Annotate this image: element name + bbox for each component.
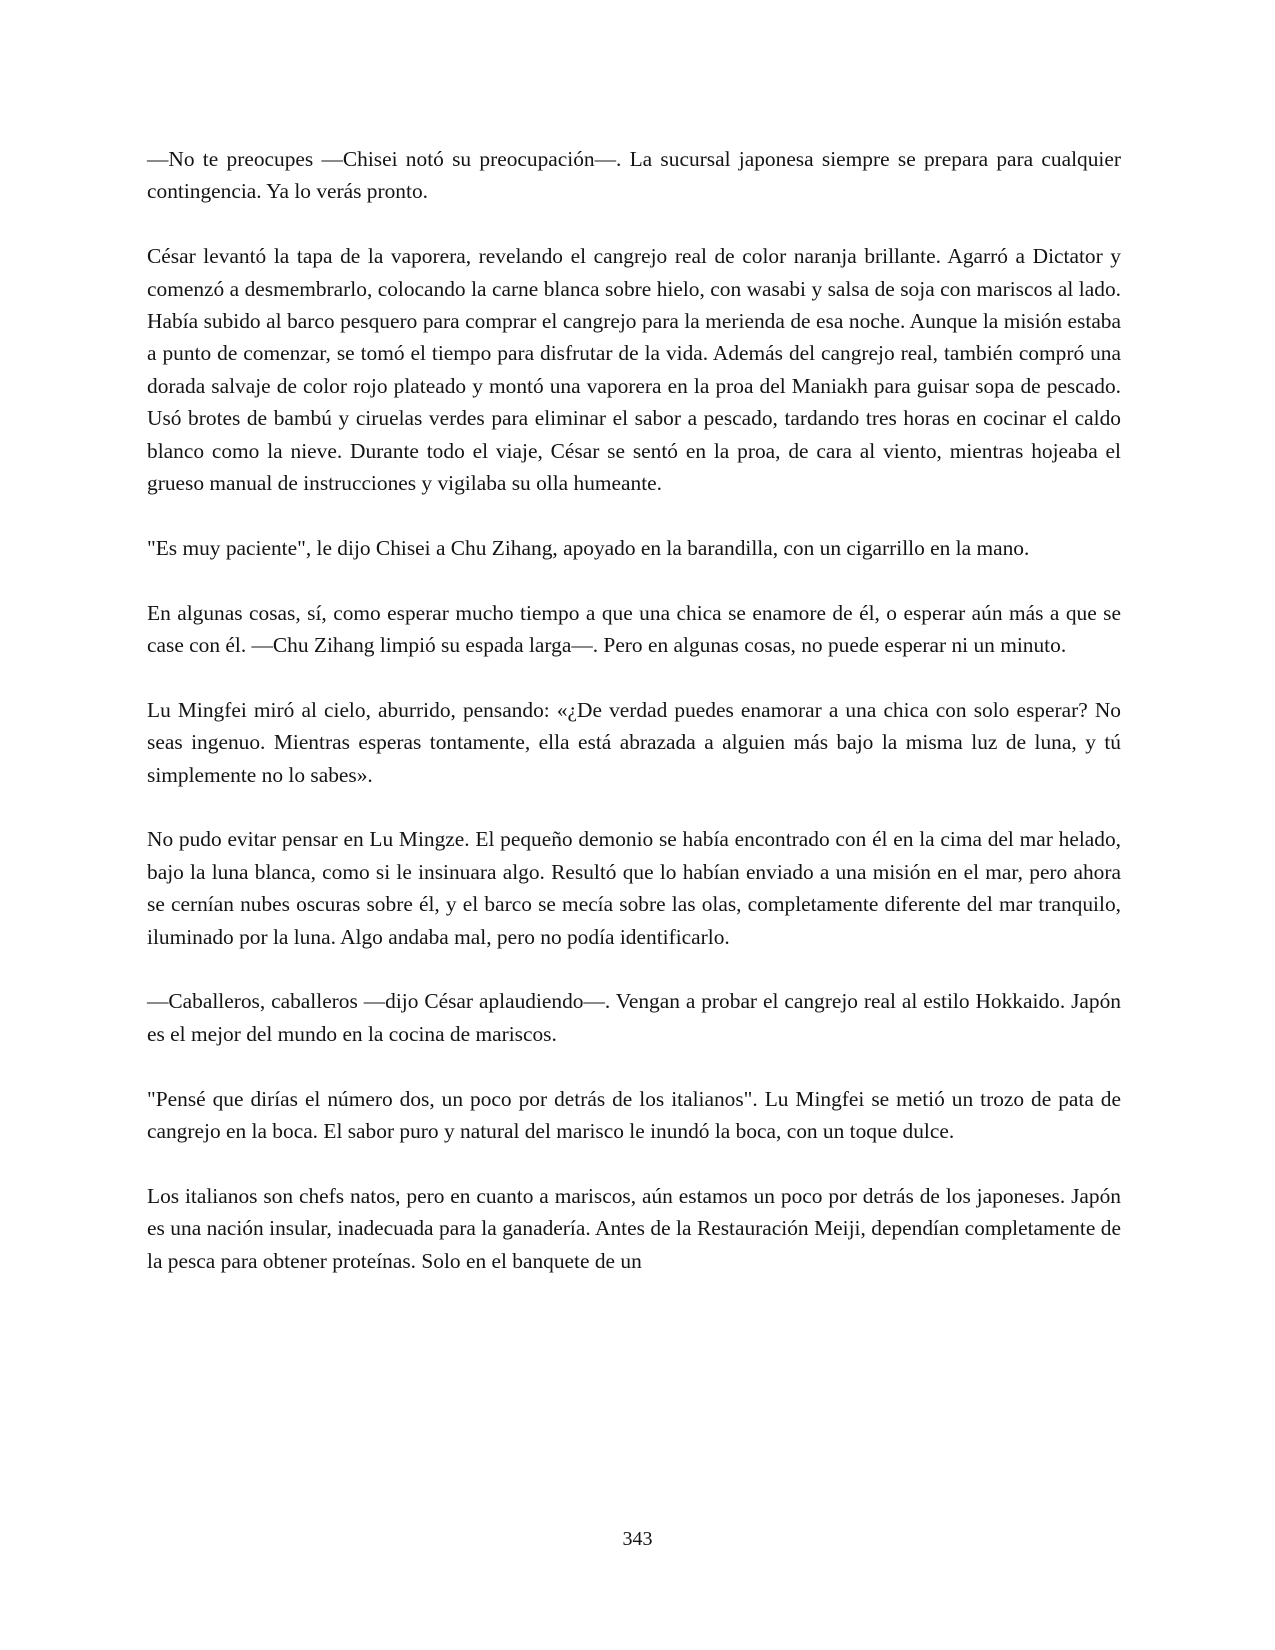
paragraph: En algunas cosas, sí, como esperar mucho tiempo a que una chica se enamore de él, o esperar aún más a que se case con él. —Chu Zihang limpió su espada larga—. Pero en algunas cosas, no puede esperar ni un minuto. [147,600,1121,658]
paragraph: Los italianos son chefs natos, pero en cuanto a mariscos, aún estamos un poco por detrás de los japoneses. Japón es una nación insular, inadecuada para la ganadería. Antes de la Restauración Meiji, dependían completamente de la pesca para obtener proteínas. Solo en el banquete de un [147,1183,1121,1273]
paragraph: —No te preocupes —Chisei notó su preocupación—. La sucursal japonesa siempre se prepara para cualquier contingencia. Ya lo verás pronto. [147,147,1121,204]
paragraph: "Pensé que dirías el número dos, un poco por detrás de los italianos". Lu Mingfei se metió un trozo de pata de cangrejo en la boca. El sabor puro y natural del marisco le inundó la boca, con un toque dulce. [147,1086,1121,1144]
page-body [147,143,1121,1277]
paragraph: —Caballeros, caballeros —dijo César aplaudiendo—. Vengan a probar el cangrejo real al estilo Hokkaido. Japón es el mejor del mundo en la cocina de mariscos. [147,989,1121,1046]
page-number: 343 [622,1528,653,1550]
paragraph: Lu Mingfei miró al cielo, aburrido, pensando: «¿De verdad puedes enamorar a una chica con solo esperar? No seas ingenuo. Mientras esperas tontamente, ella está abrazada a alguien más bajo la misma luz de luna, y tú simplemente no lo sabes». [147,697,1121,787]
paragraph: "Es muy paciente", le dijo Chisei a Chu Zihang, apoyado en la barandilla, con un cigarrillo en la mano. [147,535,1030,560]
paragraph: César levantó la tapa de la vaporera, revelando el cangrejo real de color naranja brillante. Agarró a Dictator y comenzó a desmembrarlo, colocando la carne blanca sobre hielo, con wasabi y salsa de soja con mariscos al lado. Había subido al barco pesquero para comprar el cangrejo para la merienda de esa noche. Aunque la misión estaba a punto de comenzar, se tomó el tiempo para disfrutar de la vida. Además del cangrejo real, también compró una dorada salvaje de color rojo plateado y montó una vaporera en la proa del Maniakh para guisar sopa de pescado. Usó brotes de bambú y ciruelas verdes para eliminar el sabor a pescado, tardando tres horas en cocinar el caldo blanco como la nieve. Durante todo el viaje, César se sentó en la proa, de cara al viento, mientras hojeaba el grueso manual de instrucciones y vigilaba su olla humeante. [147,244,1121,496]
paragraph: No pudo evitar pensar en Lu Mingze. El pequeño demonio se había encontrado con él en la cima del mar helado, bajo la luna blanca, como si le insinuara algo. Resultó que lo habían enviado a una misión en el mar, pero ahora se cernían nubes oscuras sobre él, y el barco se mecía sobre las olas, completamente diferente del mar tranquilo, iluminado por la luna. Algo andaba mal, pero no podía identificarlo. [147,827,1121,949]
